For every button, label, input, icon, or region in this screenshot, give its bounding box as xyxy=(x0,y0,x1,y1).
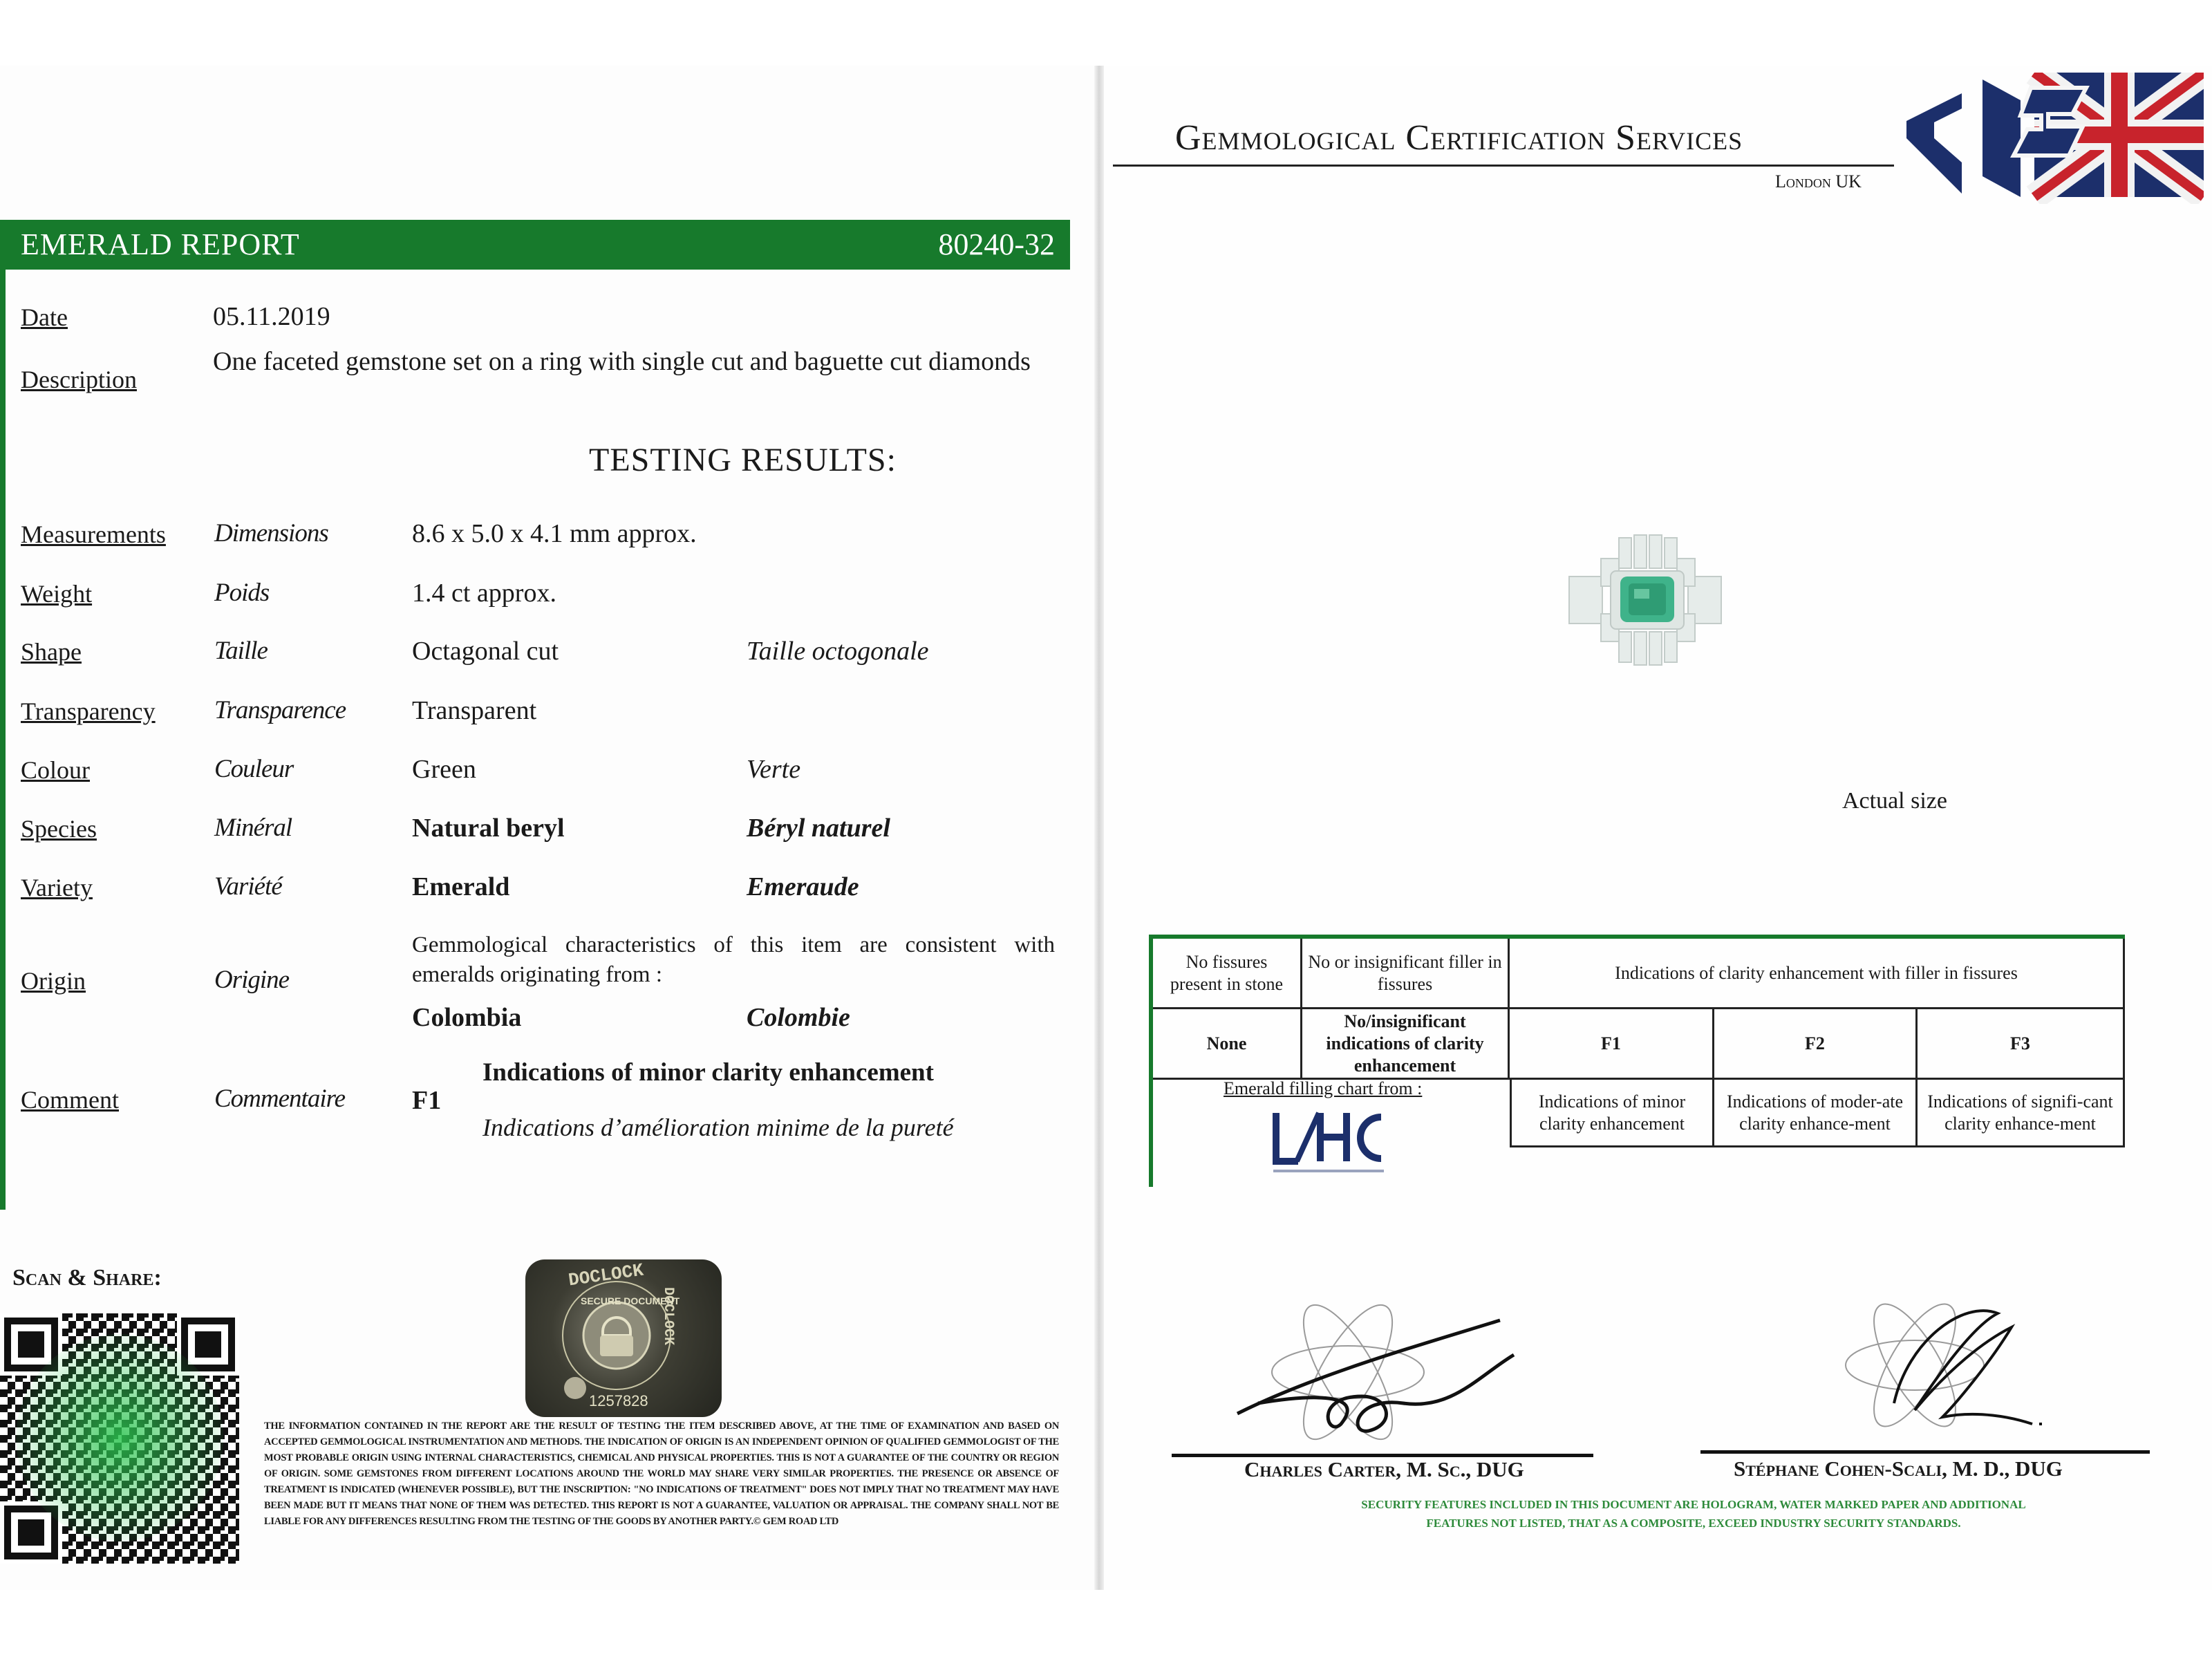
weight-value: 1.4 ct approx. xyxy=(412,579,556,608)
ring-photo xyxy=(1562,531,1728,669)
left-green-rule xyxy=(0,270,6,1210)
description-label: Description xyxy=(21,366,137,393)
table-cell-f1: F1 xyxy=(1510,1009,1714,1080)
measurements-label: Measurements xyxy=(21,521,166,548)
species-value: Natural beryl xyxy=(412,814,565,843)
hologram-ring-text: SECURE DOCUMENT xyxy=(581,1295,680,1306)
shape-french-label: Taille xyxy=(214,637,268,665)
variety-french-label: Variété xyxy=(214,872,282,901)
transparency-french-label: Transparence xyxy=(214,696,346,724)
comment-label: Comment xyxy=(21,1086,119,1114)
measurements-french-label: Dimensions xyxy=(214,519,328,547)
right-signature xyxy=(1825,1286,2060,1445)
right-signature-line xyxy=(1700,1450,2150,1454)
date-value: 05.11.2019 xyxy=(213,302,330,331)
shape-value: Octagonal cut xyxy=(412,637,559,666)
table-cell-f2-description: Indications of moder-ate clarity enhance-ment xyxy=(1714,1080,1918,1147)
variety-french-value: Emeraude xyxy=(747,872,859,901)
shape-label: Shape xyxy=(21,638,82,666)
left-signature xyxy=(1230,1293,1521,1452)
colour-label: Colour xyxy=(21,756,91,784)
scan-and-share-title: Scan & Share: xyxy=(12,1265,162,1291)
security-features-note: SECURITY FEATURES INCLUDED IN THIS DOCUMENT ARE HOLOGRAM, WATER MARKED PAPER AND ADDITIONAL FEATURES NOT LISTED, THAT AS A COMPOSITE, EXCEED INDUSTRY SECURITY STANDARDS. xyxy=(1361,1498,2026,1530)
table-cell-f3-description: Indications of signifi-cant clarity enhance-ment xyxy=(1918,1080,2125,1147)
weight-french-label: Poids xyxy=(214,579,270,607)
report-number: 80240-32 xyxy=(938,227,1055,261)
table-cell-f3: F3 xyxy=(1918,1009,2125,1080)
comment-value: Indications of minor clarity enhancement xyxy=(482,1058,934,1087)
comment-french-value: Indications d’amélioration minime de la pureté xyxy=(482,1114,954,1141)
page-fold xyxy=(1094,66,1104,1590)
comment-code: F1 xyxy=(412,1086,442,1115)
emerald-filling-chart-link[interactable]: Emerald filling chart from : xyxy=(1224,1078,1423,1098)
table-cell-no-insignificant: No/insignificant indications of clarity enhancement xyxy=(1302,1009,1510,1080)
colour-value: Green xyxy=(412,755,476,784)
lmhc-logo xyxy=(1271,1106,1388,1182)
disclaimer-text: THE INFORMATION CONTAINED IN THE REPORT ARE THE RESULT OF TESTING THE ITEM DESCRIBED ABOVE, AT THE TIME OF EXAMINATION AND BASED ON ACCEPTED GEMMOLOGICAL INSTRUMENTATION AND METHODS. THE INDICATION OF ORIGIN IS AN INDEPENDENT OPINION OF QUALIFIED GEMMOLOGIST OF THE MOST PROBABLE ORIGIN USING INTERNAL CHARACTERISTICS, CHEMICAL AND PHYSICAL PROPERTIES. THIS IS NOT A GUARANTEE OF THE COUNTRY OR REGION OF ORIGIN. SOME GEMSTONES FROM DIFFERENT LOCATIONS AROUND THE WORLD MAY SHARE VERY SIMILAR PROPERTIES. THE PRESENCE OR ABSENCE OF TREATMENT IS INDICATED (WHENEVER POSSIBLE), BUT THE INSCRIPTION: "NO INDICATIONS OF TREATMENT" DOES NOT IMPLY THAT NO TREATMENT MAY HAVE BEEN MADE BUT IT MEANS THAT NONE OF THEM WAS DETECTED. THIS REPORT IS NOT A GUARANTEE, VALUATION OR APPRAISAL. THE COMPANY SHALL NOT BE LIABLE FOR ANY DIFFERENCES RESULTING FROM THE TESTING OF THE GOODS BY ANOTHER PARTY.© GEM ROAD LTD xyxy=(264,1421,1059,1527)
date-label: Date xyxy=(21,303,68,331)
table-header-no-filler: No or insignificant filler in fissures xyxy=(1302,939,1510,1009)
description-value: One faceted gemstone set on a ring with single cut and baguette cut diamonds xyxy=(213,347,1031,376)
transparency-label: Transparency xyxy=(21,697,156,725)
table-cell-f2: F2 xyxy=(1714,1009,1918,1080)
actual-size-caption: Actual size xyxy=(1842,788,1947,814)
origin-note: Gemmological characteristics of this item are consistent with emeralds originating from : xyxy=(412,932,1055,987)
origin-label: Origin xyxy=(21,967,86,995)
origin-french-value: Colombie xyxy=(747,1003,850,1032)
species-label: Species xyxy=(21,815,97,843)
transparency-value: Transparent xyxy=(412,696,537,725)
report-header-bar xyxy=(0,220,1070,270)
comment-french-label: Commentaire xyxy=(214,1085,346,1113)
hologram-doclock-text: DOCLOCK xyxy=(567,1259,645,1291)
table-cell-f1-description: Indications of minor clarity enhancement xyxy=(1510,1080,1714,1147)
colour-french-value: Verte xyxy=(747,755,801,784)
origin-value: Colombia xyxy=(412,1003,522,1032)
measurements-value: 8.6 x 5.0 x 4.1 mm approx. xyxy=(412,519,697,548)
species-french-value: Béryl naturel xyxy=(747,814,890,843)
variety-value: Emerald xyxy=(412,872,510,901)
gcs-union-flag-logo xyxy=(1900,73,2204,204)
hologram-doclock-side-text: DOCLOCK xyxy=(660,1287,676,1346)
shape-french-value: Taille octogonale xyxy=(747,637,929,666)
table-header-enhancement: Indications of clarity enhancement with filler in fissures xyxy=(1510,939,2125,1009)
testing-results-heading: TESTING RESULTS: xyxy=(589,442,897,478)
table-header-no-fissures: No fissures present in stone xyxy=(1153,939,1302,1009)
qr-code[interactable] xyxy=(0,1313,239,1564)
company-name: Gemmological Certification Services xyxy=(1175,118,1743,158)
variety-label: Variety xyxy=(21,874,93,901)
table-cell-none: None xyxy=(1153,1009,1302,1080)
hologram-seal xyxy=(525,1259,722,1417)
species-french-label: Minéral xyxy=(214,814,292,842)
hologram-serial-number: 1257828 xyxy=(589,1392,648,1409)
left-signatory-name: Charles Carter, M. Sc., DUG xyxy=(1244,1457,1524,1481)
origin-french-label: Origine xyxy=(214,966,290,994)
colour-french-label: Couleur xyxy=(214,755,294,783)
weight-label: Weight xyxy=(21,580,93,608)
right-signatory-name: Stéphane Cohen-Scali, M. D., DUG xyxy=(1734,1456,2063,1481)
company-title-rule xyxy=(1113,165,1894,167)
report-title: EMERALD REPORT xyxy=(21,227,300,261)
company-location: London UK xyxy=(1775,171,1862,191)
